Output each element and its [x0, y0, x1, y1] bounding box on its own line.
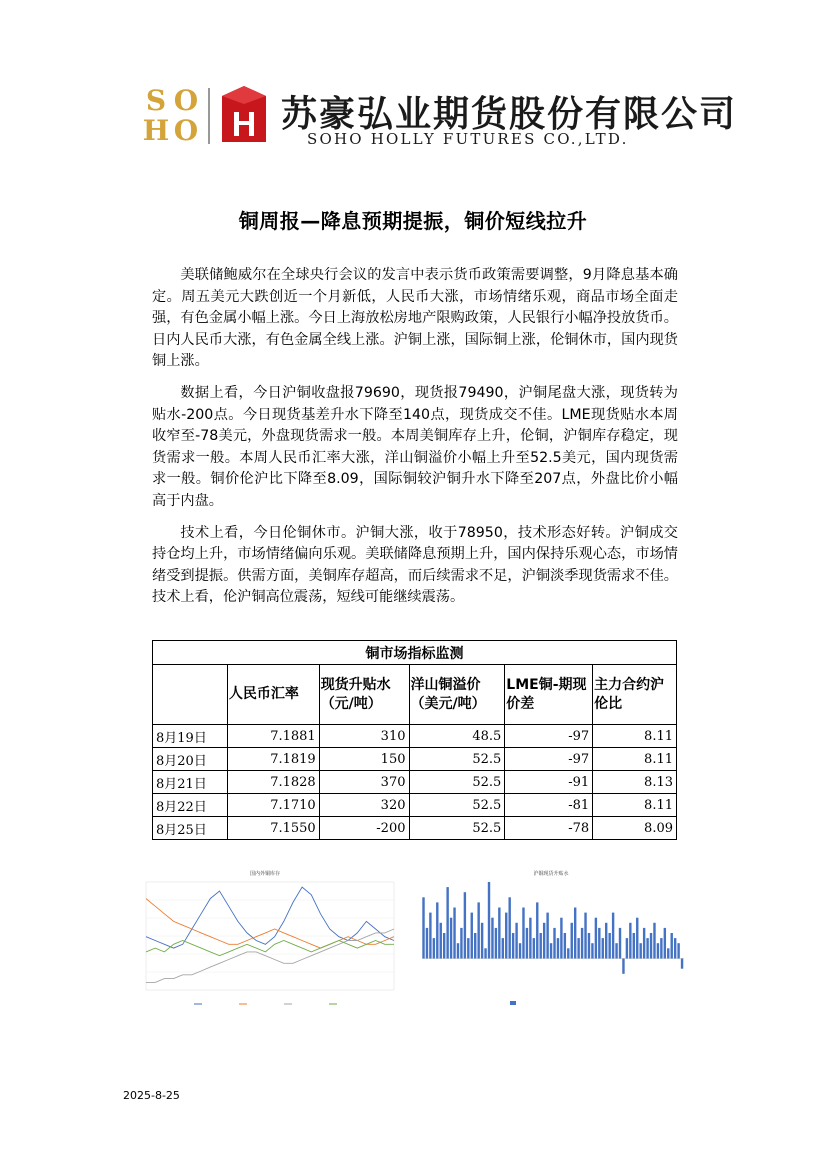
bar	[443, 933, 445, 959]
basis-bar-chart	[410, 868, 692, 1016]
copper-metrics-table	[152, 640, 677, 840]
table-cell: -97	[505, 748, 593, 771]
chart-title: 沪铜现货升贴水	[533, 871, 569, 877]
table-cell: 8.11	[593, 725, 677, 748]
column-header: 洋山铜溢价（美元/吨）	[409, 665, 505, 725]
bar	[664, 928, 666, 959]
bar	[546, 913, 548, 959]
bar	[619, 928, 621, 959]
company-name-cn: 苏豪弘业期货股份有限公司	[281, 93, 738, 135]
bar	[471, 913, 473, 959]
bar	[615, 943, 617, 958]
bar	[426, 928, 428, 959]
bar	[429, 913, 431, 959]
company-emblem-icon	[220, 84, 268, 144]
bar	[453, 908, 455, 959]
bar	[567, 948, 569, 958]
bar	[477, 902, 479, 958]
bar	[522, 908, 524, 959]
bar	[543, 923, 545, 959]
paragraph-macro: 美联储鲍威尔在全球央行会议的发言中表示货币政策需要调整，9月降息基本确定。周五美元大跌创近一个月新低，人民币大涨，市场情绪乐观，商品市场全面走强，有色金属小幅上涨。今日上海放松房地产限购政策，人民银行小幅净投放货币。日内人民币大涨，有色金属全线上涨。沪铜上涨，国际铜上涨，伦铜休市，国内现货铜上涨。	[152, 267, 678, 370]
bar	[564, 933, 566, 959]
bar	[488, 882, 490, 959]
table-row	[153, 817, 677, 840]
table-cell: 52.5	[409, 771, 505, 794]
bar	[612, 913, 614, 959]
table-cell: 48.5	[409, 725, 505, 748]
company-name-en: SOHO HOLLY FUTURES CO.,LTD.	[307, 130, 629, 148]
legend-swatch	[510, 1001, 516, 1005]
soho-logo-grid	[141, 86, 201, 146]
paragraph-technical: 技术上看，今日伦铜休市。沪铜大涨，收于78950，技术形态好转。沪铜成交持仓均上升，市场情绪偏向乐观。美联储降息预期上升，国内保持乐观心态，市场情绪受到提振。供需方面，美铜库存超高，而后续需求不足，沪铜淡季现货需求不佳。技术上看，伦沪铜高位震荡，短线可能继续震荡。	[152, 524, 678, 606]
bar	[653, 923, 655, 959]
table-row	[153, 771, 677, 794]
bar	[457, 943, 459, 958]
bar	[671, 933, 673, 959]
bar	[536, 902, 538, 958]
bar	[446, 887, 448, 958]
bar	[657, 943, 659, 958]
table-cell: 7.1550	[227, 817, 319, 840]
table-cell: 8月19日	[153, 725, 228, 748]
table-cell: 7.1881	[227, 725, 319, 748]
bar	[560, 918, 562, 959]
table-cell: -200	[319, 817, 409, 840]
table-row	[153, 794, 677, 817]
bar	[598, 928, 600, 959]
bar	[633, 933, 635, 959]
table-cell: -91	[505, 771, 593, 794]
bar	[467, 938, 469, 958]
company-logo	[141, 82, 738, 148]
table-cell: 8.13	[593, 771, 677, 794]
table-cell: 8.09	[593, 817, 677, 840]
table-cell: 8月21日	[153, 771, 228, 794]
report-title: 铜周报—降息预期提振，铜价短线拉升	[238, 209, 588, 233]
bar	[605, 923, 607, 959]
basis-chart	[410, 868, 692, 1016]
bar	[588, 933, 590, 959]
bar	[639, 943, 641, 958]
series-line	[146, 887, 394, 948]
table-cell: 8.11	[593, 748, 677, 771]
column-header	[153, 665, 228, 725]
column-header: 主力合约沪伦比	[593, 665, 677, 725]
chart-title: 国内外铜库存	[249, 871, 280, 877]
logo-divider	[208, 88, 210, 144]
soho-letter: H	[142, 114, 170, 147]
bar	[643, 928, 645, 959]
bar	[571, 923, 573, 959]
table-cell: 52.5	[409, 817, 505, 840]
bar	[505, 913, 507, 959]
bar	[577, 938, 579, 958]
bar	[540, 933, 542, 959]
bar	[495, 928, 497, 959]
table-cell: -97	[505, 725, 593, 748]
soho-letter: S	[145, 84, 167, 117]
table-cell: 310	[319, 725, 409, 748]
table-cell: 8月20日	[153, 748, 228, 771]
bar	[557, 938, 559, 958]
bar	[581, 928, 583, 959]
bar	[529, 918, 531, 959]
bar	[491, 918, 493, 959]
bar	[584, 913, 586, 959]
bar	[677, 943, 679, 958]
bar	[626, 938, 628, 958]
bar	[602, 938, 604, 958]
table-cell: 8.11	[593, 794, 677, 817]
table-cell: -78	[505, 817, 593, 840]
bar	[450, 918, 452, 959]
table-row	[153, 725, 677, 748]
bar	[574, 908, 576, 959]
bar	[464, 892, 466, 958]
bar	[436, 902, 438, 958]
table-cell: -81	[505, 794, 593, 817]
table-cell: 7.1828	[227, 771, 319, 794]
table-caption: 铜市场指标监测	[153, 641, 677, 665]
bar	[474, 933, 476, 959]
report-body	[152, 265, 678, 619]
bar	[591, 943, 593, 958]
bar	[519, 943, 521, 958]
table-row	[153, 748, 677, 771]
table-cell: 7.1710	[227, 794, 319, 817]
table-cell: 8月22日	[153, 794, 228, 817]
soho-letter: O	[173, 84, 199, 117]
bar	[553, 928, 555, 959]
table-cell: 320	[319, 794, 409, 817]
column-header: LME铜-期现价差	[505, 665, 593, 725]
bar	[526, 928, 528, 959]
inventory-chart	[124, 868, 406, 1016]
bar	[460, 928, 462, 959]
bar	[629, 923, 631, 959]
bar	[502, 938, 504, 958]
bar	[533, 938, 535, 958]
inventory-line-chart	[124, 868, 406, 1016]
table-cell: 52.5	[409, 794, 505, 817]
bar	[595, 918, 597, 959]
table-cell: 52.5	[409, 748, 505, 771]
bar	[674, 938, 676, 958]
column-header: 人民币汇率	[227, 665, 319, 725]
series-line	[146, 929, 394, 982]
bar	[636, 918, 638, 959]
bar	[498, 908, 500, 959]
bar	[481, 923, 483, 959]
bar	[440, 923, 442, 959]
table-header-row	[153, 665, 677, 725]
bar	[650, 933, 652, 959]
table-cell: 8月25日	[153, 817, 228, 840]
bar	[422, 897, 424, 958]
soho-letter: O	[173, 114, 199, 147]
bar	[646, 938, 648, 958]
bar	[667, 948, 669, 958]
table-cell: 150	[319, 748, 409, 771]
bar	[433, 938, 435, 958]
report-date: 2025-8-25	[123, 1089, 180, 1102]
bar	[550, 943, 552, 958]
bar	[515, 923, 517, 959]
bar	[512, 933, 514, 959]
bar	[484, 948, 486, 958]
paragraph-data: 数据上看，今日沪铜收盘报79690，现货报79490，沪铜尾盘大涨，现货转为贴水-200点。今日现货基差升水下降至140点，现货成交不佳。LME现货贴水本周收窄至-78美元，外盘现货需求一般。本周美铜库存上升，伦铜，沪铜库存稳定，现货需求一般。本周人民币汇率大涨，洋山铜溢价小幅上升至52.5美元，国内现货需求一般。铜价伦沪比下降至8.09，国际铜较沪铜升水下降至207点，外盘比价小幅高于内盘。	[152, 384, 678, 509]
column-header: 现货升贴水（元/吨）	[319, 665, 409, 725]
table-cell: 7.1819	[227, 748, 319, 771]
table-cell: 370	[319, 771, 409, 794]
bar	[608, 933, 610, 959]
bar	[508, 897, 510, 958]
bar	[660, 938, 662, 958]
bar	[681, 959, 683, 969]
bar	[622, 959, 624, 974]
